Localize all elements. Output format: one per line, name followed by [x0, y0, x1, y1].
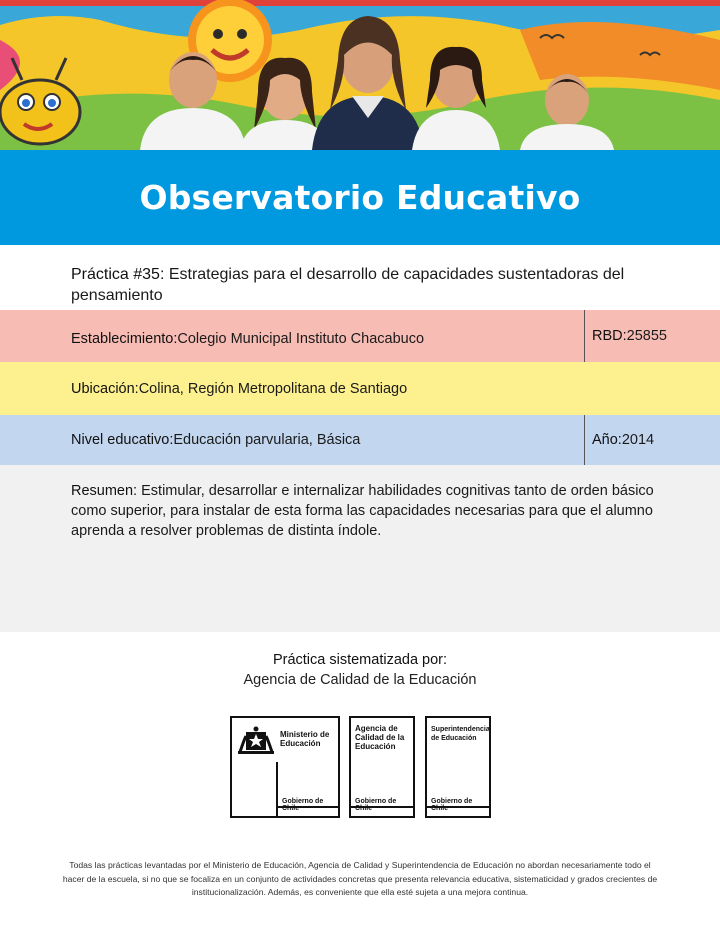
sistematizada-block — [0, 650, 720, 690]
establecimiento-cell — [0, 310, 584, 362]
resumen-section — [0, 465, 720, 632]
ubicacion-value: Colina, Región Metropolitana de Santiago — [138, 380, 408, 397]
anio-value: 2014 — [621, 432, 655, 448]
nivel-cell — [0, 415, 584, 465]
practice-text: : Estrategias para el desarrollo de capacidades sustentadoras del pensamiento — [71, 266, 625, 304]
nivel-value: Educación parvularia, Básica — [173, 432, 361, 448]
ministerio-logo — [230, 716, 340, 818]
practice-title — [71, 264, 671, 306]
agencia-gob: Gobierno de Chile — [355, 798, 397, 812]
resumen-label: Resumen: — [71, 483, 138, 499]
footer-disclaimer: Todas las prácticas levantadas por el Ministerio de Educación, Agencia de Calidad y Superintendencia de Educación no abordan necesariamente todo el hacer de la escuela, si no que se focaliza en un conjunto de actividades concretas que presenta relevancia educativa, sistematicidad y grados crecientes de institucionalización. Además, es conveniente que ella esté sujeta a una mejora continua. — [62, 860, 658, 897]
ubicacion-row — [0, 362, 720, 415]
ubicacion-cell — [0, 362, 720, 415]
ubicacion-label: Ubicación: — [71, 380, 139, 397]
anio-cell — [584, 415, 720, 465]
nivel-row — [0, 415, 720, 465]
institution-logos — [0, 716, 720, 820]
sistematizada-line2: Agencia de Calidad de la Educación — [243, 672, 477, 688]
establecimiento-value: Colegio Municipal Instituto Chacabuco — [177, 331, 425, 347]
practice-label: Práctica #35 — [71, 266, 160, 283]
title-band — [0, 150, 720, 245]
rbd-cell — [584, 310, 720, 362]
page-title: Observatorio Educativo — [139, 178, 581, 217]
nivel-label: Nivel educativo: — [71, 432, 174, 448]
hero-photo — [0, 0, 720, 150]
rbd-value: 25855 — [626, 328, 667, 344]
sistematizada-line1: Práctica sistematizada por: — [272, 652, 448, 668]
superintendencia-logo — [425, 716, 491, 818]
anio-label: Año: — [592, 432, 622, 448]
rbd-label: RBD: — [592, 328, 627, 344]
superintendencia-name: Superintendencia de Educación — [431, 726, 490, 742]
agencia-name: Agencia de Calidad de la Educación — [355, 724, 405, 751]
establecimiento-row — [0, 310, 720, 362]
establecimiento-label: Establecimiento: — [71, 331, 178, 347]
superintendencia-gob: Gobierno de Chile — [431, 798, 473, 812]
hero-photo-illustration — [0, 0, 720, 150]
agencia-logo — [349, 716, 415, 818]
coat-of-arms-icon — [238, 726, 274, 756]
ministerio-name: Ministerio de Educación — [280, 730, 330, 748]
resumen-text: Estimular, desarrollar e internalizar habilidades cognitivas tanto de orden básico como superior, para instalar de esta forma las capacidades necesarias para que el alumno aprenda a resolver problemas de distinta índole. — [71, 483, 654, 539]
ministerio-gob: Gobierno de Chile — [282, 798, 324, 812]
